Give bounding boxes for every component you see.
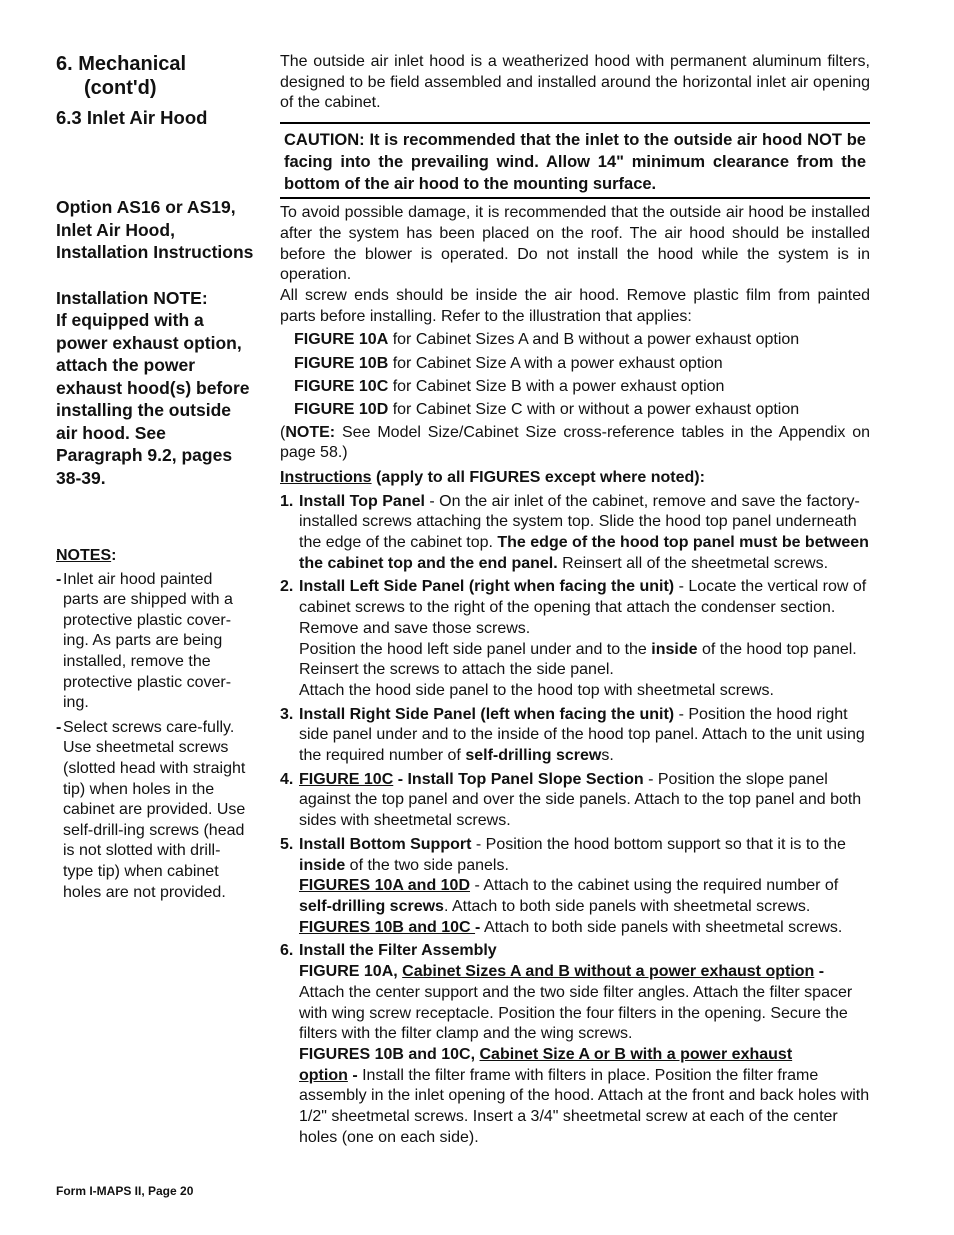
- note-dash: -: [56, 718, 62, 736]
- step-text: of the two side panels.: [345, 856, 509, 874]
- page-footer: Form I-MAPS II, Page 20: [56, 1184, 194, 1198]
- instructions-label: Instructions: [280, 468, 372, 486]
- subsection-title: 6.3 Inlet Air Hood: [56, 107, 208, 128]
- step-heading: - Install Top Panel Slope Section: [393, 770, 644, 788]
- step-figure-condition: Cabinet Size A or B with a power exhaust: [479, 1045, 793, 1063]
- step-text: Attach to both side panels with sheetmetal screws.: [480, 918, 843, 936]
- figure-label: FIGURE 10D: [294, 401, 389, 419]
- step-3: [280, 705, 870, 767]
- option-title: Option AS16 or AS19, Inlet Air Hood, Installation Instructions: [56, 197, 254, 262]
- instructions-qualifier: (apply to all FIGURES except where noted):: [371, 468, 705, 486]
- figure-desc: for Cabinet Size B with a power exhaust option: [388, 377, 725, 395]
- note-label: NOTE:: [285, 423, 336, 441]
- step-heading: Install Right Side Panel (left when facing the unit): [299, 705, 675, 723]
- step-figure-ref: FIGURES 10B and 10C,: [299, 1045, 480, 1063]
- step-2: [280, 577, 870, 701]
- step-dash: -: [347, 1066, 358, 1084]
- step-dash: -: [475, 918, 481, 936]
- main-content: [280, 52, 870, 1148]
- figure-desc: for Cabinet Sizes A and B without a power exhaust option: [388, 331, 800, 349]
- figure-line: [280, 375, 870, 398]
- step-text: Position the hood left side panel under and to the: [299, 640, 652, 658]
- figure-label: FIGURE 10B: [294, 354, 389, 372]
- step-heading: Install the Filter Assembly: [299, 942, 497, 960]
- step-heading: Install Bottom Support: [299, 835, 472, 853]
- installation-note: [56, 287, 256, 490]
- step-text: s.: [601, 747, 614, 765]
- installation-note-text: If equipped with a power exhaust option, attach the power exhaust hood(s) before installing the outside air hood. See Paragraph 9.2, pages 38-39.: [56, 310, 250, 488]
- step-emphasis: The edge of the hood top panel must be between the cabinet top and the end panel.: [299, 534, 869, 572]
- step-text: Reinsert all of the sheetmetal screws.: [557, 554, 829, 572]
- step-figure-ref: FIGURE 10C: [299, 770, 394, 788]
- step-text: - Attach to the cabinet using the required number of: [470, 877, 839, 895]
- note-text: See Model Size/Cabinet Size cross-reference tables in the Appendix on page 58.): [280, 423, 870, 462]
- step-dash: -: [814, 963, 825, 981]
- step-number: 4.: [280, 770, 294, 788]
- figure-desc: for Cabinet Size A with a power exhaust option: [388, 354, 723, 372]
- note-item: [56, 718, 248, 903]
- step-figure-ref: FIGURES 10B and 10C: [299, 918, 476, 936]
- note-item: [56, 570, 248, 714]
- note-text: Select screws care-fully. Use sheetmetal screws (slotted head with straight tip) when holes in the cabinet are provided. Use self-drill-ing screws (head is not slotted with drill-type tip) when cabinet holes are not provided.: [63, 718, 246, 901]
- notes-label: NOTES: [56, 547, 112, 564]
- step-heading: Install Top Panel: [299, 492, 425, 510]
- paragraph-screws: All screw ends should be inside the air hood. Remove plastic film from painted parts before installing. Refer to the illustration that applies:: [280, 286, 870, 325]
- step-text: . Attach to both side panels with sheetmetal screws.: [443, 897, 811, 915]
- step-number: 5.: [280, 835, 294, 853]
- step-text: - On the air inlet of the cabinet, remove and save the factory-installed screws attaching the system top. Slide the hood top panel underneath the edge of the cabinet top.: [299, 492, 860, 552]
- step-6: [280, 941, 870, 1148]
- note-dash: -: [56, 570, 62, 588]
- caution-box: CAUTION: It is recommended that the inlet to the outside air hood NOT be facing into the prevailing wind. Allow 14" minimum clearance from the bottom of the air hood to the mounting surface.: [280, 122, 870, 199]
- figure-desc: for Cabinet Size C with or without a power exhaust option: [388, 401, 800, 419]
- step-figure-condition: Cabinet Sizes A and B without a power exhaust option: [402, 963, 815, 981]
- step-number: 2.: [280, 578, 294, 596]
- step-4: [280, 770, 870, 832]
- step-figure-ref: FIGURE 10A,: [299, 963, 403, 981]
- step-number: 3.: [280, 705, 294, 723]
- section-title-line1: 6. Mechanical: [56, 53, 187, 75]
- step-text: - Position the hood right side panel under and to the inside of the hood top panel. Attach to the unit using the required number of: [299, 705, 865, 765]
- step-text: - Position the hood bottom support so that it is to the: [471, 835, 846, 853]
- step-text: Attach the hood side panel to the hood top with sheetmetal screws.: [299, 681, 774, 699]
- figure-line: [280, 352, 870, 375]
- step-text: Install the filter frame with filters in place. Position the filter frame assembly in the inlet opening of the hood. Attach at the front and back holes with 1/2" sheetmetal screws. Insert a 3/4" sheetmetal screw at each of the center holes (one on each side).: [299, 1066, 870, 1146]
- step-number: 6.: [280, 942, 294, 960]
- figure-line: [280, 328, 870, 351]
- step-5: [280, 835, 870, 939]
- figure-list: [280, 328, 870, 421]
- sidebar: [56, 52, 256, 907]
- step-text: - Locate the vertical row of cabinet screws to the right of the opening that attach the condenser section. Remove and save those screws.: [299, 578, 867, 637]
- section-title: [56, 52, 256, 100]
- notes-box: [56, 546, 248, 903]
- installation-note-label: Installation NOTE:: [56, 287, 208, 308]
- step-number: 1.: [280, 492, 294, 510]
- notes-colon: :: [111, 547, 117, 564]
- notes-heading: [56, 546, 248, 567]
- intro-paragraph: The outside air inlet hood is a weatherized hood with permanent aluminum filters, designed to be field assembled and installed around the horizontal inlet air opening of the cabinet.: [280, 53, 870, 112]
- figure-label: FIGURE 10A: [294, 331, 389, 349]
- step-figure-ref: FIGURES 10A and 10D: [299, 877, 471, 895]
- section-title-line2: (cont'd): [84, 77, 157, 99]
- step-text: of the hood top panel. Reinsert the screws to attach the side panel.: [299, 640, 857, 679]
- step-text: Attach the center support and the two side filter angles. Attach the filter spacer with wing screw receptacle. Position the four filters in the opening. Secure the filters with the filter clamp and the wing screws.: [299, 983, 853, 1043]
- step-emphasis: self-drilling screws: [299, 897, 444, 915]
- step-emphasis: inside: [299, 856, 346, 874]
- note-open-paren: (: [280, 423, 286, 441]
- note-paragraph: [280, 423, 870, 464]
- figure-line: [280, 398, 870, 421]
- figure-label: FIGURE 10C: [294, 377, 389, 395]
- note-text: Inlet air hood painted parts are shipped with a protective plastic cover-ing. As parts are being installed, remove the protective plastic cover-ing.: [63, 570, 233, 712]
- paragraph-damage: To avoid possible damage, it is recommended that the outside air hood be installed after the system has been placed on the roof. The air hood should be installed before the blower is operated. Do not install the hood while the system is in operation.: [280, 204, 870, 284]
- step-figure-condition: option: [299, 1066, 348, 1084]
- step-emphasis: inside: [651, 640, 698, 658]
- step-heading: Install Left Side Panel (right when facing the unit): [299, 578, 675, 596]
- step-text: - Position the slope panel against the top panel and over the side panels. Attach to the top panel and both sides with sheetmetal screws.: [299, 770, 862, 830]
- step-1: [280, 492, 870, 575]
- instructions-heading: [280, 468, 870, 489]
- step-emphasis: self-drilling screw: [465, 747, 602, 765]
